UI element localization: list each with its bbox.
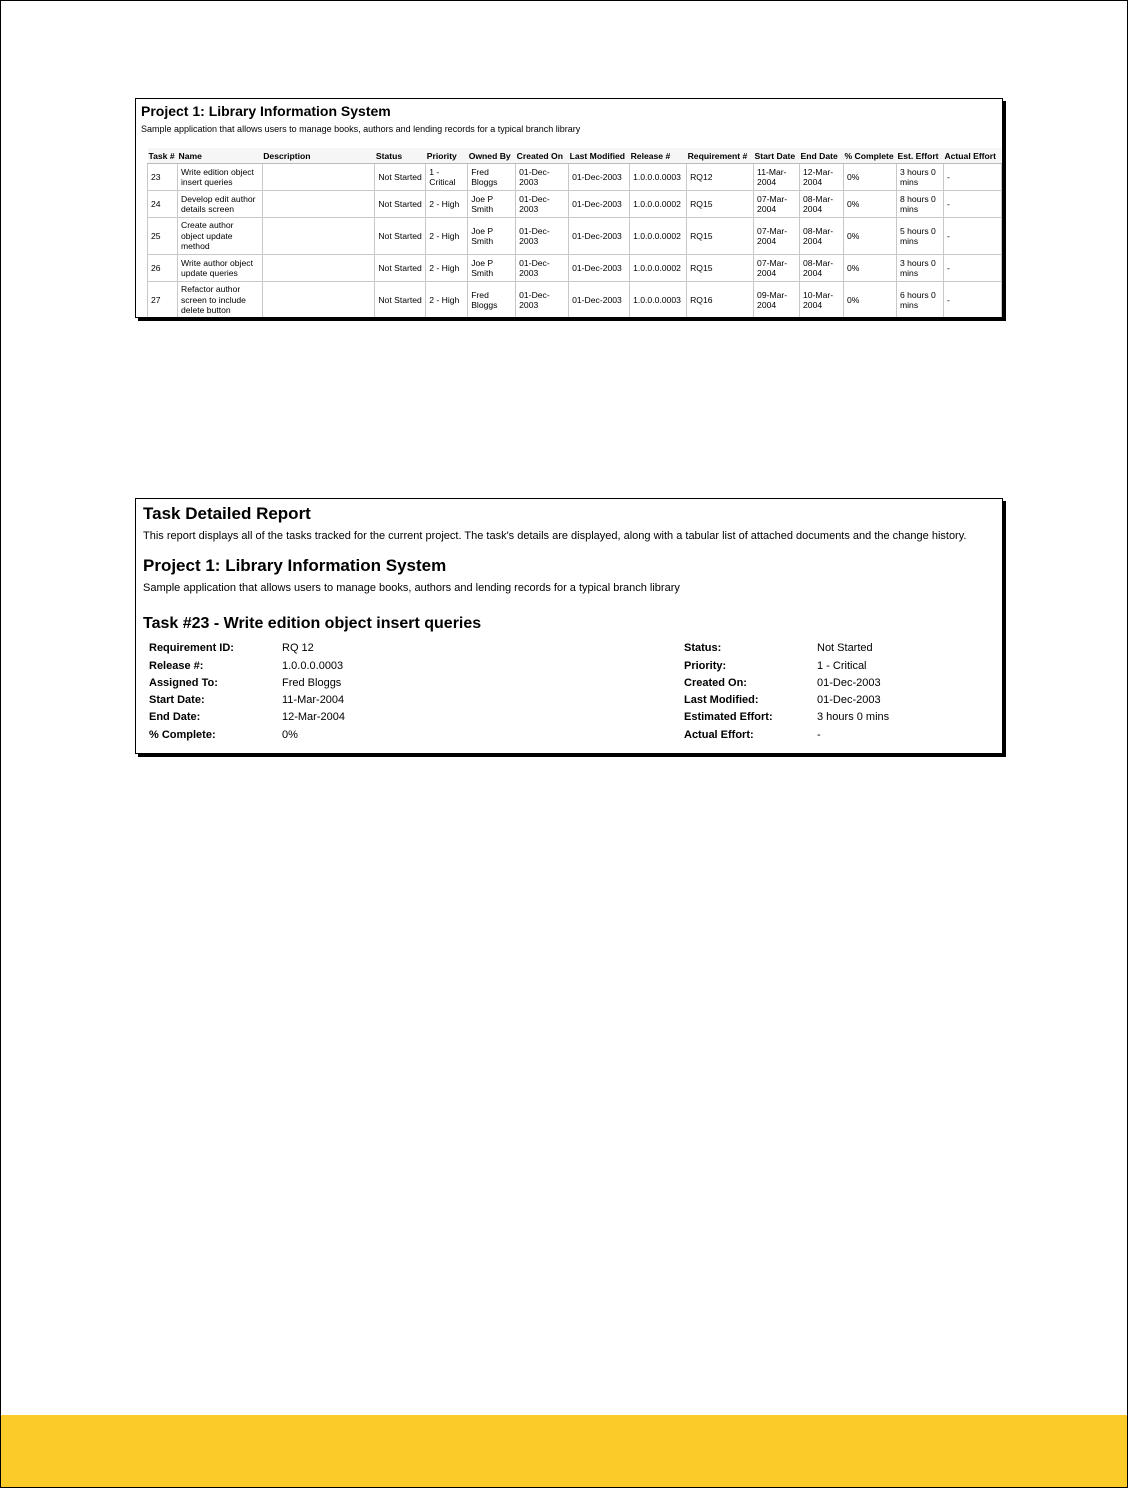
cell-priority: 1 - Critical (426, 164, 468, 191)
cell-priority: 2 - High (426, 218, 468, 255)
column-header[interactable]: Actual Effort (943, 148, 1001, 164)
field-label: Release #: (149, 660, 204, 672)
cell-end-date: 08-Mar-2004 (800, 218, 844, 255)
cell-est-effort: 8 hours 0 mins (896, 191, 943, 218)
cell-last-modified: 01-Dec-2003 (569, 218, 630, 255)
field-label: Assigned To: (149, 677, 218, 689)
cell-end-date: 10-Mar-2004 (800, 282, 844, 319)
cell-actual-effort: - (943, 191, 1001, 218)
task-table-header-row (148, 148, 1002, 164)
table-row (148, 282, 1002, 319)
cell-actual-effort: - (943, 282, 1001, 319)
field-value: 1.0.0.0.0003 (282, 660, 344, 672)
field-value: 0% (282, 729, 298, 741)
cell-end-date: 08-Mar-2004 (800, 191, 844, 218)
cell-priority: 2 - High (426, 191, 468, 218)
cell-task-name-link[interactable]: Write edition object insert queries (177, 164, 262, 191)
column-header[interactable]: End Date (800, 148, 844, 164)
cell-actual-effort: - (943, 255, 1001, 282)
cell-start-date: 11-Mar-2004 (754, 164, 800, 191)
cell-requirement: RQ15 (687, 255, 754, 282)
cell-requirement: RQ12 (687, 164, 754, 191)
cell-created-on: 01-Dec-2003 (516, 191, 569, 218)
column-header[interactable]: Release # (630, 148, 687, 164)
column-header[interactable]: Priority (426, 148, 468, 164)
project-title: Project 1: Library Information System (143, 556, 447, 575)
cell-owner: Joe P Smith (468, 218, 516, 255)
cell-description (262, 218, 375, 255)
cell-release: 1.0.0.0.0002 (630, 191, 687, 218)
cell-owner: Joe P Smith (468, 191, 516, 218)
column-header[interactable]: Requirement # (687, 148, 754, 164)
task-title: Task #23 - Write edition object insert queries (143, 615, 482, 632)
column-header[interactable]: Status (375, 148, 426, 164)
field-value: - (817, 729, 821, 741)
column-header[interactable]: Last Modified (569, 148, 630, 164)
table-row (148, 164, 1002, 191)
cell-created-on: 01-Dec-2003 (516, 255, 569, 282)
column-header[interactable]: Est. Effort (896, 148, 943, 164)
field-label: Status: (684, 642, 722, 654)
field-value: 3 hours 0 mins (817, 711, 890, 723)
cell-description (262, 164, 375, 191)
cell-requirement: RQ16 (687, 282, 754, 319)
cell-status: Not Started (375, 164, 426, 191)
field-value: Not Started (817, 642, 873, 654)
project-description: Sample application that allows users to manage books, authors and lending records for a typical branch library (143, 582, 680, 594)
cell-end-date: 12-Mar-2004 (800, 164, 844, 191)
field-value: RQ 12 (282, 642, 314, 654)
cell-release: 1.0.0.0.0002 (630, 218, 687, 255)
task-list-project-description: Sample application that allows users to manage books, authors and lending records for a typical branch library (141, 124, 581, 134)
cell-created-on: 01-Dec-2003 (516, 282, 569, 319)
cell-description (262, 191, 375, 218)
cell-status: Not Started (375, 218, 426, 255)
cell-task-name-link[interactable]: Create author object update method (177, 218, 262, 255)
column-header[interactable]: Owned By (468, 148, 516, 164)
column-header[interactable]: Task # (148, 148, 178, 164)
cell-start-date: 07-Mar-2004 (754, 218, 800, 255)
cell-actual-effort: - (943, 164, 1001, 191)
report-description: This report displays all of the tasks tracked for the current project. The task's details are displayed, along with a tabular list of attached documents and the change history. (143, 530, 967, 542)
cell-status: Not Started (375, 191, 426, 218)
report-title: Task Detailed Report (143, 504, 311, 523)
column-header[interactable]: Description (262, 148, 375, 164)
cell-status: Not Started (375, 255, 426, 282)
task-detail-report-panel (135, 498, 1003, 754)
cell-est-effort: 6 hours 0 mins (896, 282, 943, 319)
cell-release: 1.0.0.0.0002 (630, 255, 687, 282)
field-label: Estimated Effort: (684, 711, 773, 723)
cell-priority: 2 - High (426, 255, 468, 282)
cell-release: 1.0.0.0.0003 (630, 282, 687, 319)
cell-created-on: 01-Dec-2003 (516, 218, 569, 255)
cell-end-date: 08-Mar-2004 (800, 255, 844, 282)
cell-percent-complete: 0% (843, 191, 896, 218)
cell-description (262, 255, 375, 282)
field-value: 01-Dec-2003 (817, 677, 881, 689)
field-label: Priority: (684, 660, 727, 672)
cell-start-date: 09-Mar-2004 (754, 282, 800, 319)
cell-percent-complete: 0% (843, 164, 896, 191)
column-header[interactable]: Name (177, 148, 262, 164)
cell-last-modified: 01-Dec-2003 (569, 191, 630, 218)
cell-last-modified: 01-Dec-2003 (569, 255, 630, 282)
cell-est-effort: 5 hours 0 mins (896, 218, 943, 255)
field-label: Last Modified: (684, 694, 759, 706)
field-label: Actual Effort: (684, 729, 754, 741)
cell-est-effort: 3 hours 0 mins (896, 164, 943, 191)
cell-owner: Fred Bloggs (468, 282, 516, 319)
field-value: 1 - Critical (817, 660, 867, 672)
field-label: Requirement ID: (149, 642, 234, 654)
field-label: Start Date: (149, 694, 205, 706)
cell-last-modified: 01-Dec-2003 (569, 164, 630, 191)
field-value: 11-Mar-2004 (282, 694, 345, 706)
cell-task-number: 25 (148, 218, 178, 255)
cell-task-number: 24 (148, 191, 178, 218)
cell-task-number: 26 (148, 255, 178, 282)
field-label: Created On: (684, 677, 747, 689)
cell-requirement: RQ15 (687, 191, 754, 218)
cell-last-modified: 01-Dec-2003 (569, 282, 630, 319)
cell-actual-effort: - (943, 218, 1001, 255)
cell-task-name-link[interactable]: Refactor author screen to include delete button (177, 282, 262, 319)
cell-task-number: 23 (148, 164, 178, 191)
cell-release: 1.0.0.0.0003 (630, 164, 687, 191)
field-value: 01-Dec-2003 (817, 694, 881, 706)
column-header[interactable]: Created On (516, 148, 569, 164)
footer-bar (1, 1415, 1127, 1487)
cell-percent-complete: 0% (843, 282, 896, 319)
table-row (148, 218, 1002, 255)
cell-owner: Fred Bloggs (468, 164, 516, 191)
cell-start-date: 07-Mar-2004 (754, 255, 800, 282)
field-label: End Date: (149, 711, 201, 723)
task-table (147, 148, 1002, 318)
cell-est-effort: 3 hours 0 mins (896, 255, 943, 282)
cell-priority: 2 - High (426, 282, 468, 319)
table-row (148, 191, 1002, 218)
table-row (148, 255, 1002, 282)
cell-percent-complete: 0% (843, 218, 896, 255)
column-header[interactable]: Start Date (754, 148, 800, 164)
cell-created-on: 01-Dec-2003 (516, 164, 569, 191)
field-value: Fred Bloggs (282, 677, 342, 689)
field-value: 12-Mar-2004 (282, 711, 345, 723)
task-list-project-title: Project 1: Library Information System (141, 103, 391, 119)
cell-task-name-link[interactable]: Write author object update queries (177, 255, 262, 282)
cell-status: Not Started (375, 282, 426, 319)
cell-task-number: 27 (148, 282, 178, 319)
cell-start-date: 07-Mar-2004 (754, 191, 800, 218)
cell-description (262, 282, 375, 319)
field-label: % Complete: (149, 729, 216, 741)
cell-requirement: RQ15 (687, 218, 754, 255)
task-list-panel (135, 98, 1003, 318)
column-header[interactable]: % Complete (843, 148, 896, 164)
cell-percent-complete: 0% (843, 255, 896, 282)
cell-task-name-link[interactable]: Develop edit author details screen (177, 191, 262, 218)
cell-owner: Joe P Smith (468, 255, 516, 282)
